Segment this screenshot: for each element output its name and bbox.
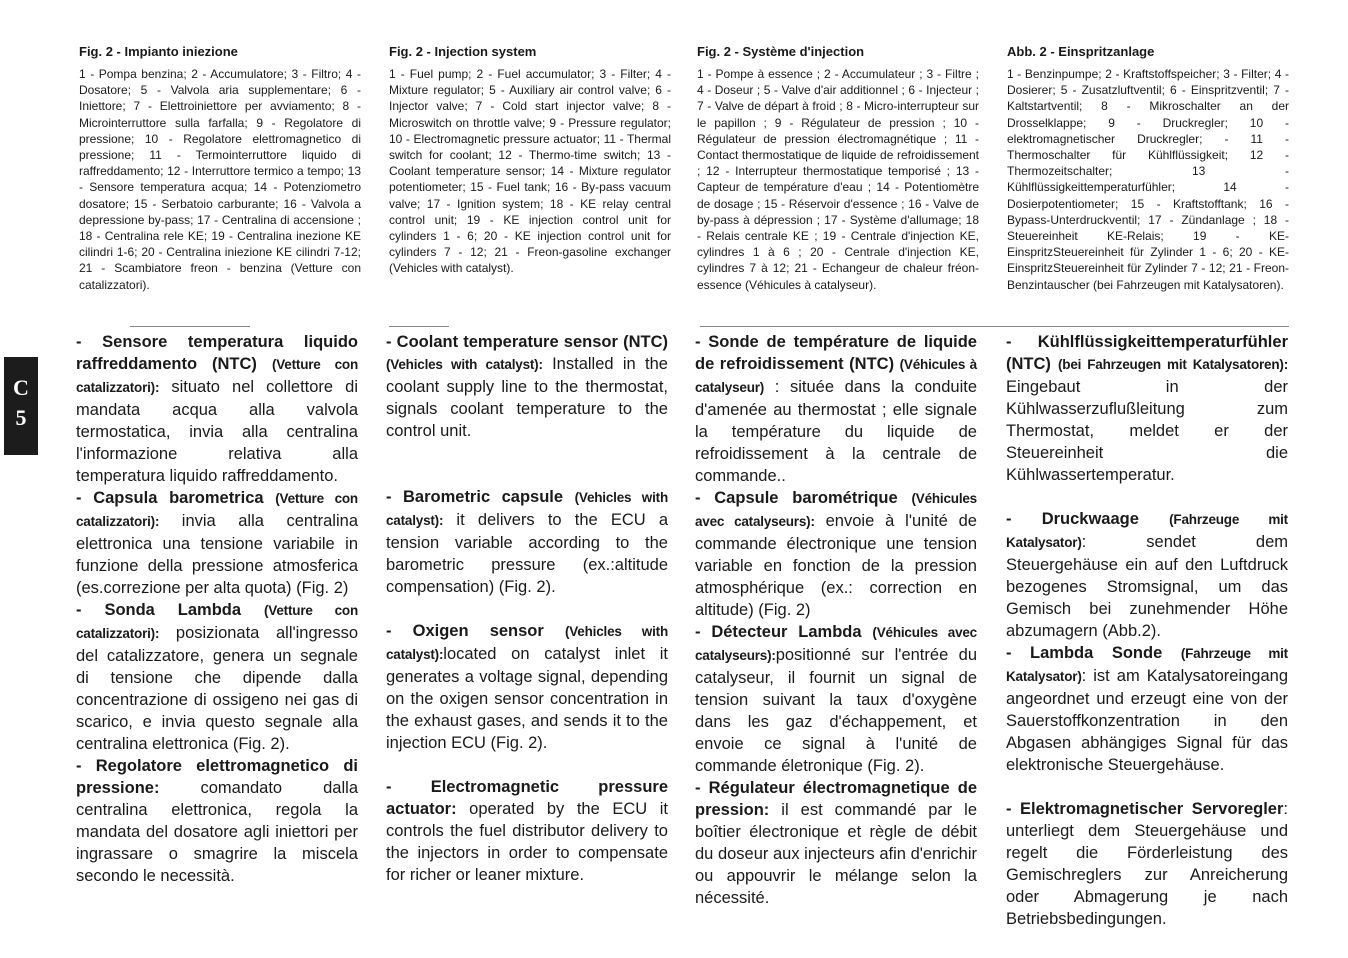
body-column-fr — [695, 331, 977, 909]
paragraph-heading: - Electromagnetic pressure actuator: — [386, 778, 668, 818]
paragraph — [695, 777, 977, 909]
paragraph-heading: - Coolant temperature sensor (NTC) — [386, 333, 668, 351]
divider — [700, 326, 1010, 327]
figure-caption-en — [389, 44, 671, 330]
divider — [389, 326, 449, 327]
paragraph-text: il est commandé par le boîtier électronique et règle de débit du doseur aux injecteurs afin d'enrichir ou appouvrir le mélange selon la nécessité. — [695, 801, 977, 907]
paragraph-text: : située dans la conduite d'amenée au thermostat ; elle signale la température du liquide de refroidissement à la centrale de commande.. — [695, 378, 977, 485]
paragraph-text: invia alla centralina elettronica una tensione variabile in funzione della pressione atmosferica (es.correzione per alta quota) (Fig. 2) — [76, 512, 358, 597]
body-column-it — [76, 331, 358, 887]
paragraph — [76, 331, 358, 487]
paragraph — [76, 755, 358, 887]
vehicle-note: (Vehicles with catalyst): — [386, 357, 543, 372]
paragraph-text: comandato dalla centralina elettronica, regola la mandata del dosatore agli iniettori per ingrassare o smagrire la miscela secondo le necessità. — [76, 779, 358, 885]
paragraph-heading: - Elektromagnetischer Servoregler — [1006, 800, 1284, 818]
paragraph-text: : ist am Katalysatoreingang angeordnet und erzeugt eine von der Sauerstoffkonzentration in den Abgasen abhängiges Signal für das elektronische Steuergehäuse. — [1006, 667, 1288, 774]
paragraph-heading: - Sonda Lambda — [76, 601, 242, 619]
paragraph — [76, 487, 358, 599]
body-column-de — [1006, 331, 1288, 930]
paragraph — [386, 486, 668, 598]
paragraph-text: it delivers to the ECU a tension variable according to the barometric pressure (ex.:altitude compensation) (Fig. 2). — [386, 511, 668, 596]
paragraph — [695, 621, 977, 777]
paragraph — [695, 331, 977, 487]
divider — [1007, 326, 1289, 327]
paragraph-heading: - Capsula barometrica — [76, 489, 264, 507]
vehicle-note: (Vetture con catalizzatori): — [76, 491, 358, 529]
paragraph — [1006, 331, 1288, 486]
paragraph — [1006, 508, 1288, 642]
figure-legend: 1 - Pompe à essence ; 2 - Accumulateur ; 3 - Filtre ; 4 - Doseur ; 5 - Valve d'air additionnel ; 6 - Injecteur ; 7 - Valve de départ à froid ; 8 - Micro-interrupteur sur le papillon ; 9 - Régulateur de pression ; 10 - Régulateur de pression électromagnétique ; 11 - Contact thermostatique de liquide de refroidissement ; 12 - Interrupteur thermostatique temporisé ; 13 - Capteur de température d'eau ; 14 - Potentiomètre de dosage ; 15 - Réservoir d'essence ; 16 - Valve de by-pass à dépression ; 17 - Système d'allumage; 18 - Relais centrale KE ; 19 - Centrale d'injection KE, cylindres 1 à 6 ; 20 - Centrale d'injection KE, cylindres 7 à 12; 21 - Echangeur de chaleur fréon-essence (Véhicules à catalyseur). — [697, 67, 979, 292]
paragraph-heading: - Sonde de température de liquide de refroidissement (NTC) — [695, 333, 977, 373]
figure-legend: 1 - Pompa benzina; 2 - Accumulatore; 3 - Filtro; 4 - Dosatore; 5 - Valvola aria supplementare; 6 - Iniettore; 7 - Elettroiniettore per avviamento; 8 - Microinterruttore sulla farfalla; 9 - Regolatore di pressione; 10 - Regolatore elettromagnetico di pressione; 11 - Termointerruttore liquido di raffreddamento; 12 - Interruttore termico a tempo; 13 - Sensore temperatura acqua; 14 - Potenziometro dosatore; 15 - Serbatoio carburante; 16 - Valvola a depressione by-pass; 17 - Centralina di accensione ; 18 - Centralina rele KE; 19 - Centralina inezione KE cilindri 1-6; 20 - Centralina iniezione KE cilindri 7-12; 21 - Scambiatore freon - benzina (Vetture con catalizzatori). — [79, 67, 361, 292]
paragraph-text: : unterliegt dem Steuergehäuse und regelt die Förderleistung des Gemischreglers zur Anreicherung oder Abmagerung je nach Betriebsbedingungen. — [1006, 800, 1288, 928]
figure-legend: 1 - Benzinpumpe; 2 - Kraftstoffspeicher; 3 - Filter; 4 - Dosierer; 5 - Zusatzluftventil; 6 - Einspritzventil; 7 - Kaltstartventil; 8 - Mikroschalter an der Drosselklappe; 9 - Druckregler; 10 - elektromagnetischer Druckregler; - 11 - Thermoschalter für Kühlflüssigkeit; 12 - Thermozeitschalter; 13 - Kühlflüssigkeittemperaturfühler; 14 - Dosierpotentiometer; 15 - Kraftstofftank; 16 - Bypass-Unterdruckventil; 17 - Zündanlage ; 18 - Steuereinheit KE-Relais; 19 - KE-EinspritzSteuereinheit für Zylinder 1 - 6; 20 - KE-EinspritzSteuereinheit für Zylinder 7 - 12; 21 - Freon-Benzintauscher (bei Fahrzeugen mit Katalysatoren). — [1007, 67, 1289, 292]
figure-title: Abb. 2 - Einspritzanlage — [1007, 44, 1155, 59]
paragraph-text: positionné sur l'entrée du catalyseur, il fournit un signal de tension suivant la taux d'oxygène dans les gaz d'échappement, et envoie ce signal à l'unité de commande életronique (Fig. 2). — [695, 646, 977, 775]
paragraph-text: posizionata all'ingresso del catalizzatore, genera un segnale di tensione che dipende dalla concentrazione di ossigeno nei gas di scarico, e invia questo segnale alla centralina elettronica (Fig. 2). — [76, 624, 358, 753]
figure-title: Fig. 2 - Impianto iniezione — [79, 44, 238, 59]
paragraph-heading: - Lambda Sonde — [1006, 644, 1163, 662]
paragraph-heading: - Oxigen sensor — [386, 622, 544, 640]
paragraph-text: Installed in the coolant supply line to the thermostat, signals coolant temperature to the control unit. — [386, 355, 668, 440]
paragraph — [1006, 798, 1288, 930]
figure-caption-de — [1007, 44, 1289, 330]
section-number: 5 — [15, 405, 27, 430]
paragraph-heading: - Détecteur Lambda — [695, 623, 862, 641]
vehicle-note: (Vehicles with catalyst): — [386, 490, 668, 528]
paragraph-text: operated by the ECU it controls the fuel distributor delivery to the injectors in order to compensate for richer or leaner mixture. — [386, 800, 668, 884]
section-letter: C — [13, 375, 29, 400]
section-tab — [4, 357, 38, 455]
paragraph — [1006, 642, 1288, 776]
figure-legend: 1 - Fuel pump; 2 - Fuel accumulator; 3 - Filter; 4 - Mixture regulator; 5 - Auxiliary air control valve; 6 - Injector valve; 7 - Cold start injector valve; 8 - Microswitch on throttle valve; 9 - Pressure regulator; 10 - Electromagnetic pressure actuator; 11 - Thermal switch for coolant; 12 - Thermo-time switch; 13 - Coolant temperature sensor; 14 - Mixture regulator potentiometer; 15 - Fuel tank; 16 - By-pass vacuum valve; 17 - Ignition system; 18 - KE relay central control unit; 19 - KE injection control unit for cylinders 1 - 6; 20 - KE injection control unit for cylinders 7 - 12; 21 - Freon-gasoline exchanger (Vehicles with catalyst). — [389, 67, 671, 276]
vehicle-note: (Véhicules avec catalyseurs): — [695, 491, 977, 529]
figure-caption-fr — [697, 44, 979, 330]
vehicle-note: (Véhicules à catalyseur) — [695, 357, 977, 395]
paragraph-heading: - Capsule barométrique — [695, 489, 898, 507]
paragraph-heading: - Kühlflüssigkeittemperaturfühler (NTC) — [1006, 333, 1288, 373]
paragraph — [76, 599, 358, 755]
paragraph-text: located on catalyst inlet it generates a voltage signal, depending on the oxigen sensor concentration in the exhaust gases, and sends it to the injection ECU (Fig. 2). — [386, 645, 668, 752]
vehicle-note: (Fahrzeuge mit Katalysator) — [1006, 512, 1288, 550]
paragraph-text: : sendet dem Steuergehäuse ein auf den Luftdruck bezogenes Stromsignal, um das Gemisch bei zunehmender Höhe abzumagern (Abb.2). — [1006, 533, 1288, 640]
figure-title: Fig. 2 - Injection system — [389, 44, 537, 59]
paragraph-heading: - Régulateur électromagnetique de pression: — [695, 779, 977, 819]
paragraph — [386, 776, 668, 886]
paragraph-text: envoie à l'unité de commande électronique une tension variable en fonction de la pression atmosphérique (ex.: correction en altitude) (Fig. 2) — [695, 512, 977, 619]
paragraph-text: Eingebaut in der Kühlwasserzuflußleitung zum Thermostat, meldet er der Steuereinheit die Kühlwassertemperatur. — [1006, 378, 1288, 484]
paragraph — [386, 620, 668, 754]
paragraph — [695, 487, 977, 621]
figure-caption-it — [79, 44, 361, 330]
body-column-en — [386, 331, 668, 886]
vehicle-note: (bei Fahrzeugen mit Katalysatoren): — [1057, 357, 1288, 372]
vehicle-note: (Vetture con catalizzatori): — [76, 603, 358, 641]
paragraph-heading: - Sensore temperatura liquido raffreddamento (NTC) — [76, 333, 358, 373]
vehicle-note: (Vetture con catalizzatori): — [76, 357, 358, 395]
paragraph-heading: - Druckwaage — [1006, 510, 1139, 528]
vehicle-note: (Véhicules avec catalyseurs): — [695, 625, 977, 663]
vehicle-note: (Vehicles with catalyst): — [386, 624, 668, 662]
paragraph — [386, 331, 668, 442]
vehicle-note: (Fahrzeuge mit Katalysator) — [1006, 646, 1288, 684]
figure-title: Fig. 2 - Système d'injection — [697, 44, 865, 59]
paragraph-heading: - Regolatore elettromagnetico di pressione: — [76, 757, 358, 797]
paragraph-text: situato nel collettore di mandata acqua alla valvola termostatica, invia alla centralina l'informazione relativa alla temperatura liquido raffreddamento. — [76, 378, 358, 485]
paragraph-heading: - Barometric capsule — [386, 488, 564, 506]
divider — [130, 326, 250, 327]
